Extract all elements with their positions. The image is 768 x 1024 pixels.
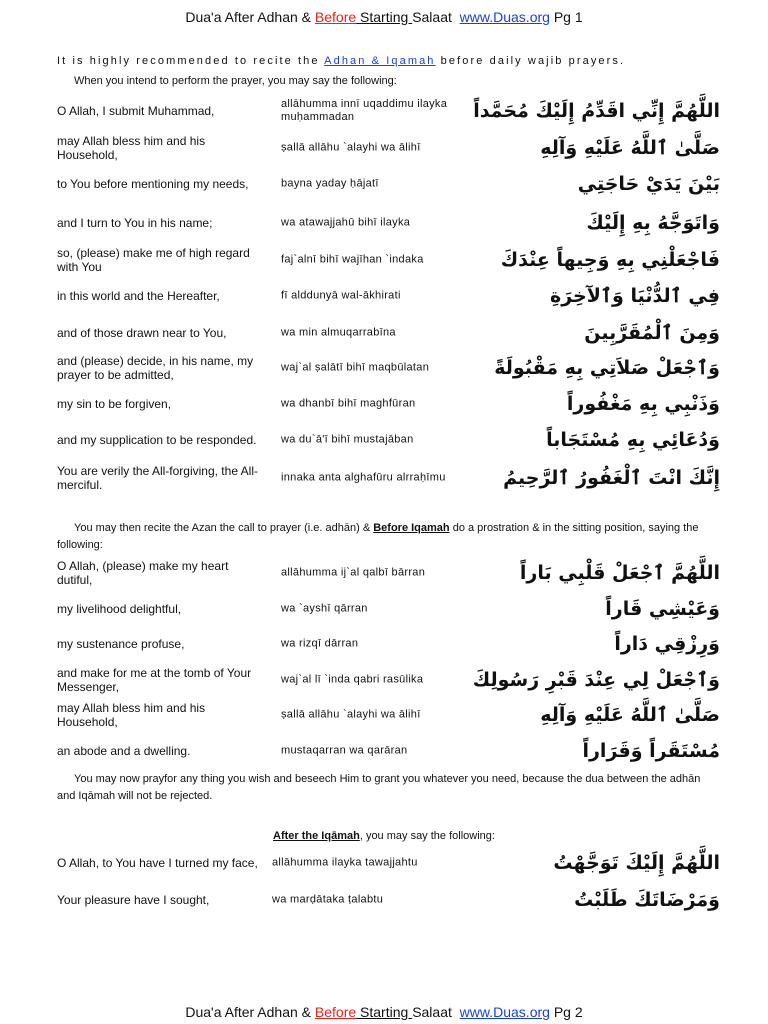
- transliteration-text: wa `ayshī qārran: [281, 602, 368, 615]
- transliteration-text: ṣallā allāhu `alayhi wa ālihī: [281, 708, 421, 721]
- dua-row: [0, 206, 768, 240]
- intro-subline: When you intend to perform the prayer, you may say the following:: [74, 75, 397, 87]
- header-page-number: Pg 1: [553, 9, 583, 25]
- dua-row: [0, 94, 768, 128]
- header-title-pre: Dua'a After Adhan &: [185, 9, 315, 25]
- english-text: and of those drawn near to You,: [57, 326, 227, 340]
- para2-pre: You may then recite the Azan the call to prayer (i.e. adhān) &: [74, 522, 374, 534]
- arabic-text: وَٱجْعَلْ لِي عِنْدَ قَبْرِ رَسُولِكَ: [472, 669, 720, 691]
- english-text: to You before mentioning my needs,: [57, 177, 249, 191]
- transliteration-text: wa marḍātaka ṭalabtu: [272, 893, 384, 906]
- arabic-text: صَلَّىٰ ٱللَّهُ عَلَيْهِ وَآلِهِ: [540, 137, 720, 159]
- arabic-text: اللَّهُمَّ إِلَيْكَ تَوَجَّهْتُ: [553, 852, 720, 874]
- para3-text: You may now prayfor any thing you wish and beseech Him to grant you whatever you need, because the dua between the adhān and Iqāmah will not be rejected.: [57, 773, 701, 802]
- english-text: my livelihood delightful,: [57, 602, 182, 616]
- para2-post: do a prostration & in the sitting position, saying the following:: [57, 522, 699, 551]
- english-text: my sin to be forgiven,: [57, 397, 172, 411]
- dua-row: [0, 279, 768, 313]
- before-iqamah-label: Before Iqamah: [373, 522, 450, 534]
- after-iqamah-label: After the Iqāmah: [273, 830, 360, 842]
- after-iqamah-post: , you may say the following:: [359, 830, 495, 842]
- dua-row: [0, 556, 768, 590]
- dua-row: [0, 387, 768, 421]
- arabic-text: وَذَنْبِي بِهِ مَغْفُوراً: [566, 393, 720, 415]
- dua-row: [0, 167, 768, 201]
- transliteration-text: allāhumma ilayka tawajjahtu: [272, 856, 418, 869]
- header-salaat: Salaat: [412, 9, 452, 25]
- intro-post: before daily wajib prayers.: [435, 55, 626, 67]
- arabic-text: وَاتَوَجَّهُ بِهِ إِلَيْكَ: [586, 212, 720, 234]
- arabic-text: فِي ٱلدُّنْيَا وَٱلآخِرَةِ: [550, 285, 720, 307]
- english-text: O Allah, I submit Muhammad,: [57, 104, 215, 118]
- dua-row: [0, 592, 768, 626]
- english-text: and my supplication to be responded.: [57, 433, 257, 447]
- footer-salaat: Salaat: [412, 1004, 452, 1020]
- footer-starting: Starting: [356, 1004, 413, 1020]
- transliteration-text: wa min almuqarrabīna: [281, 326, 396, 339]
- english-text: may Allah bless him and his Household,: [57, 701, 206, 729]
- arabic-text: وَٱجْعَلْ صَلاَتِي بِهِ مَقْبُولَةً: [494, 357, 720, 379]
- transliteration-text: waj`al ṣalātī bihī maqbūlatan: [281, 361, 430, 374]
- english-text: in this world and the Hereafter,: [57, 289, 220, 303]
- arabic-text: فَاجْعَلْنِي بِهِ وَجِيهاً عِنْدَكَ: [500, 249, 720, 271]
- english-text: and make for me at the tomb of Your Messenger,: [57, 666, 252, 694]
- header-starting: Starting: [356, 9, 413, 25]
- transliteration-text: mustaqarran wa qarāran: [281, 744, 408, 757]
- transliteration-text: wa du`ā'ī bihī mustajāban: [281, 433, 414, 446]
- english-text: O Allah, (please) make my heart dutiful,: [57, 559, 229, 587]
- english-text: so, (please) make me of high regard with You: [57, 246, 250, 274]
- arabic-text: وَرِزْقِي دَاراً: [614, 633, 720, 655]
- header-before: Before: [314, 9, 357, 25]
- intro-pre: It is highly recommended to recite the: [57, 55, 325, 67]
- dua-row: [0, 131, 768, 165]
- dua-row: [0, 316, 768, 350]
- page-footer: [0, 1004, 768, 1020]
- header-site-link[interactable]: www.Duas.org: [459, 9, 550, 25]
- transliteration-text: allāhumma ij`al qalbī bārran: [281, 566, 426, 579]
- transliteration-text: fī alddunyā wal-ākhirati: [281, 289, 401, 302]
- english-text: may Allah bless him and his Household,: [57, 134, 206, 162]
- prostration-instructions: [57, 520, 718, 554]
- transliteration-text: wa atawajjahū bihī ilayka: [281, 216, 411, 229]
- dua-row: [0, 734, 768, 768]
- english-text: an abode and a dwelling.: [57, 744, 191, 758]
- english-text: and I turn to You in his name;: [57, 216, 213, 230]
- arabic-text: اللَّهُمَّ إِنِّي اقَدِّمُ إِلَيْكَ مُحَمَّداً: [473, 100, 720, 122]
- intro-line: [57, 55, 625, 67]
- arabic-text: وَمِنَ ٱلْمُقَرَّبِينَ: [584, 322, 720, 344]
- adhan-iqamah-link[interactable]: Adhan & Iqamah: [324, 55, 436, 67]
- footer-title-pre: Dua'a After Adhan &: [185, 1004, 315, 1020]
- transliteration-text: wa rizqī dārran: [281, 637, 359, 650]
- transliteration-text: allāhumma innī uqaddimu ilayka muḥammadan: [281, 98, 448, 123]
- transliteration-text: bayna yaday ḥājatī: [281, 177, 379, 190]
- dua-between-adhan-iqamah-note: [57, 771, 718, 805]
- arabic-text: وَعَيْشِي قَاراً: [605, 598, 720, 620]
- footer-page-number: Pg 2: [553, 1004, 583, 1020]
- footer-site-link[interactable]: www.Duas.org: [459, 1004, 550, 1020]
- arabic-text: وَدُعَائِي بِهِ مُسْتَجَاباً: [546, 429, 720, 451]
- dua-row: [0, 351, 768, 385]
- dua-row: [0, 423, 768, 457]
- english-text: O Allah, to You have I turned my face,: [57, 856, 258, 870]
- dua-row: [0, 846, 768, 880]
- transliteration-text: ṣallā allāhu `alayhi wa ālihī: [281, 141, 421, 154]
- arabic-text: إِنَّكَ انْتَ ٱلْغَفُورُ ٱلرَّحِيمُ: [503, 467, 720, 489]
- english-text: my sustenance profuse,: [57, 637, 185, 651]
- dua-row: [0, 243, 768, 277]
- arabic-text: صَلَّىٰ ٱللَّهُ عَلَيْهِ وَآلِهِ: [540, 704, 720, 726]
- transliteration-text: waj`al lī `inda qabri rasūlika: [281, 673, 424, 686]
- arabic-text: وَمَرْضَاتَكَ طَلَبْتُ: [574, 889, 720, 911]
- transliteration-text: faj`alnī bihī wajīhan `indaka: [281, 253, 424, 266]
- english-text: and (please) decide, in his name, my prayer to be admitted,: [57, 354, 254, 382]
- footer-before: Before: [314, 1004, 357, 1020]
- dua-row: [0, 698, 768, 732]
- dua-row: [0, 627, 768, 661]
- english-text: Your pleasure have I sought,: [57, 893, 210, 907]
- arabic-text: بَيْنَ يَدَيْ حَاجَتِي: [577, 173, 720, 195]
- transliteration-text: wa dhanbī bihī maghfūran: [281, 397, 416, 410]
- arabic-text: اللَّهُمَّ ٱجْعَلْ قَلْبِي بَاراً: [519, 562, 720, 584]
- page-header: [0, 9, 768, 25]
- dua-row: [0, 883, 768, 917]
- dua-row: [0, 663, 768, 697]
- transliteration-text: innaka anta alghafūru alrraḥīmu: [281, 471, 446, 484]
- dua-row: [0, 461, 768, 495]
- arabic-text: مُسْتَقَراً وَقَرَاراً: [582, 740, 720, 762]
- after-iqamah-heading: [0, 830, 768, 842]
- english-text: You are verily the All-forgiving, the All-merciful.: [57, 464, 258, 492]
